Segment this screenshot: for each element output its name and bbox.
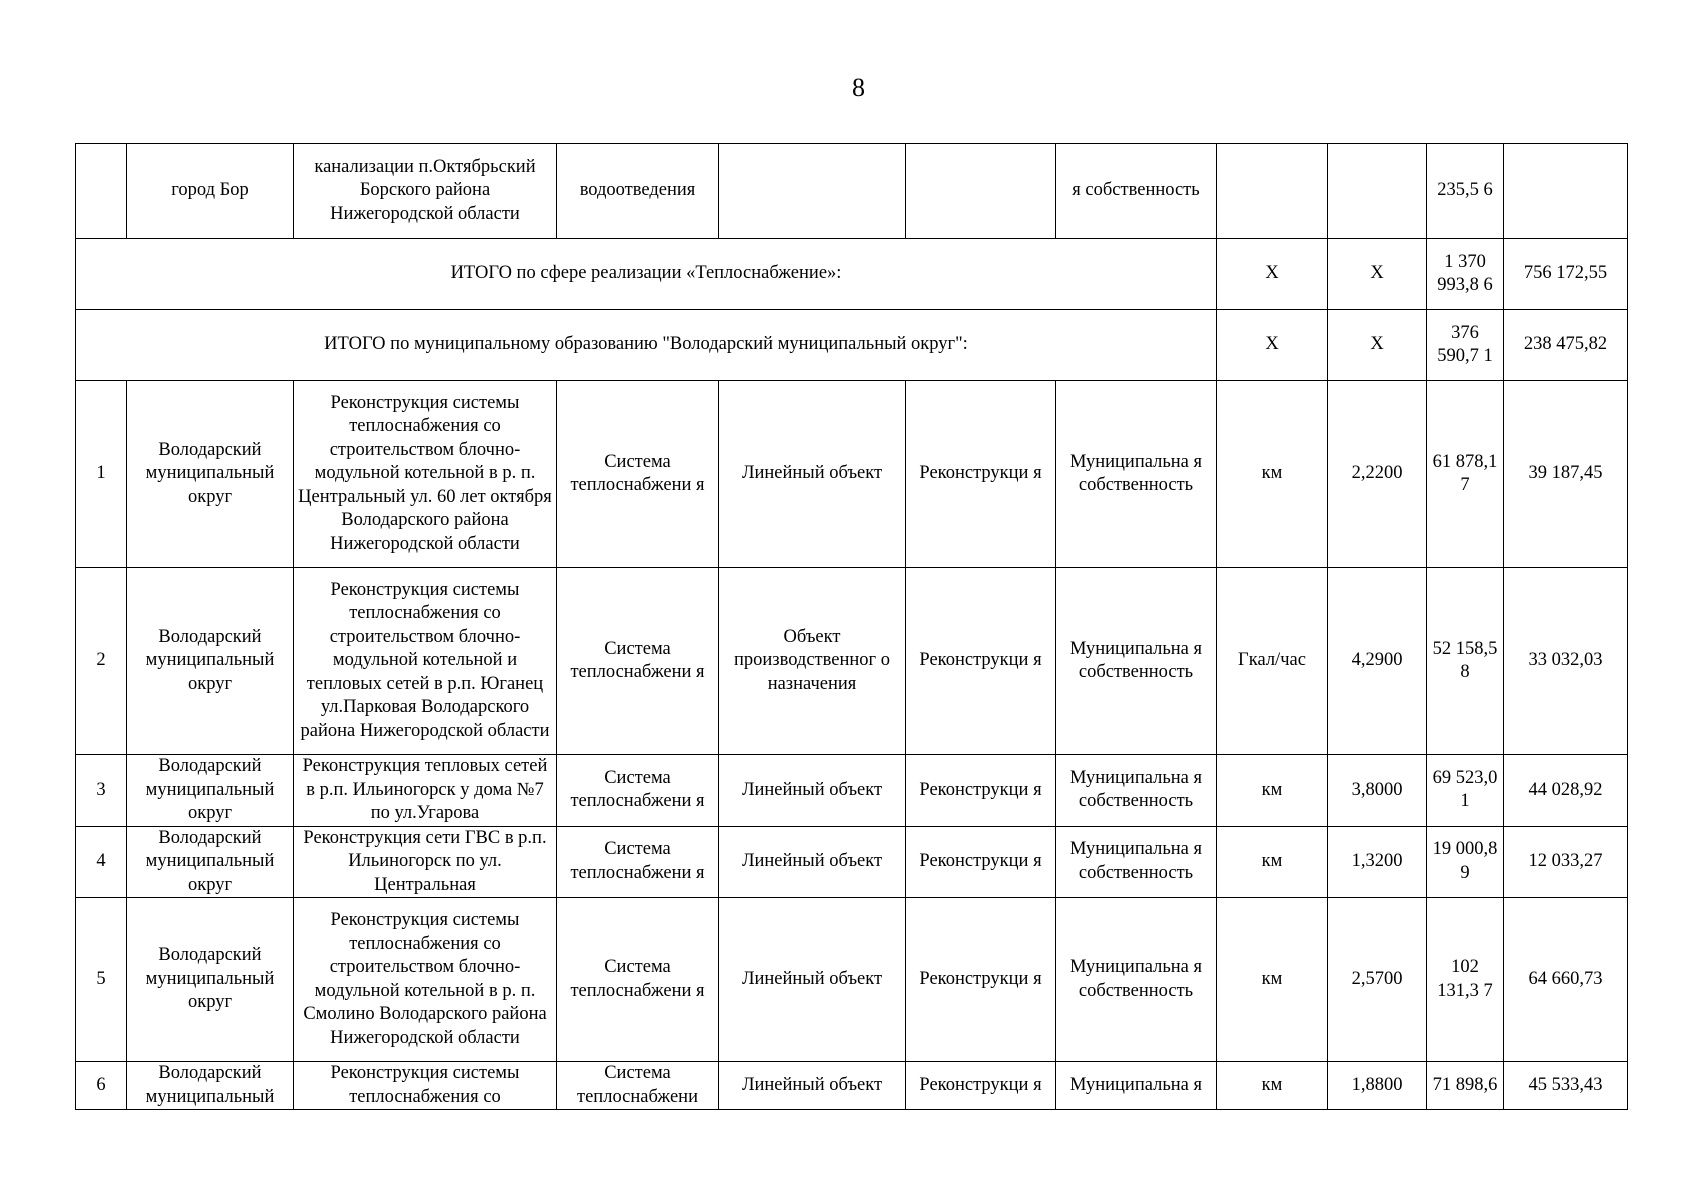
cell-num xyxy=(76,144,127,239)
table-row xyxy=(76,1062,1628,1110)
cell-cost-total: 71 898,6 xyxy=(1427,1062,1504,1110)
cell-unit: Гкал/час xyxy=(1217,568,1328,755)
cell-municipality: Володарский муниципальный округ xyxy=(127,898,294,1062)
table-row xyxy=(76,381,1628,568)
total-label: ИТОГО по сфере реализации «Теплоснабжение»: xyxy=(76,239,1217,310)
total-row-heat-supply xyxy=(76,239,1628,310)
cell-unit: км xyxy=(1217,755,1328,827)
total-unit: X xyxy=(1217,310,1328,381)
cell-municipality: Володарский муниципальный округ xyxy=(127,755,294,827)
cell-work-type: Реконструкци я xyxy=(906,1062,1056,1110)
cell-municipality: Володарский муниципальный округ xyxy=(127,826,294,898)
cell-cost-total: 19 000,8 9 xyxy=(1427,826,1504,898)
cell-ownership: Муниципальна я собственность xyxy=(1056,381,1217,568)
cell-cost-budget: 45 533,43 xyxy=(1504,1062,1628,1110)
cell-num: 5 xyxy=(76,898,127,1062)
cell-ownership: Муниципальна я собственность xyxy=(1056,755,1217,827)
table-row xyxy=(76,568,1628,755)
cell-municipality: город Бор xyxy=(127,144,294,239)
page-number: 8 xyxy=(852,73,865,102)
table-row-continued xyxy=(76,144,1628,239)
cell-cost-budget: 64 660,73 xyxy=(1504,898,1628,1062)
cell-capacity: 1,3200 xyxy=(1328,826,1427,898)
cell-object-type: Объект производственног о назначения xyxy=(719,568,906,755)
cell-cost-total: 52 158,5 8 xyxy=(1427,568,1504,755)
cell-num: 6 xyxy=(76,1062,127,1110)
cell-num: 1 xyxy=(76,381,127,568)
cell-work-type: Реконструкци я xyxy=(906,826,1056,898)
cell-cost-budget: 12 033,27 xyxy=(1504,826,1628,898)
cell-object-type: Линейный объект xyxy=(719,755,906,827)
cell-work-type: Реконструкци я xyxy=(906,898,1056,1062)
cell-capacity: 4,2900 xyxy=(1328,568,1427,755)
cell-unit: км xyxy=(1217,1062,1328,1110)
cell-system: Система теплоснабжени я xyxy=(557,381,719,568)
cell-ownership: Муниципальна я собственность xyxy=(1056,898,1217,1062)
cell-capacity: 2,5700 xyxy=(1328,898,1427,1062)
cell-name: Реконструкция системы теплоснабжения со строительством блочно-модульной котельной и тепловых сетей в р.п. Юганец ул.Парковая Володарского района Нижегородской области xyxy=(294,568,557,755)
cell-system: Система теплоснабжени xyxy=(557,1062,719,1110)
total-cost-total: 1 370 993,8 6 xyxy=(1427,239,1504,310)
cell-cost-total: 61 878,1 7 xyxy=(1427,381,1504,568)
cell-name: канализации п.Октябрьский Борского района Нижегородской области xyxy=(294,144,557,239)
cell-system: водоотведения xyxy=(557,144,719,239)
cell-capacity: 3,8000 xyxy=(1328,755,1427,827)
total-cost-budget: 756 172,55 xyxy=(1504,239,1628,310)
table-row xyxy=(76,755,1628,827)
cell-work-type xyxy=(906,144,1056,239)
total-cost-budget: 238 475,82 xyxy=(1504,310,1628,381)
cell-cost-budget: 44 028,92 xyxy=(1504,755,1628,827)
investment-table xyxy=(75,143,1628,1110)
cell-num: 2 xyxy=(76,568,127,755)
cell-object-type: Линейный объект xyxy=(719,1062,906,1110)
total-cost-total: 376 590,7 1 xyxy=(1427,310,1504,381)
cell-municipality: Володарский муниципальный xyxy=(127,1062,294,1110)
cell-object-type: Линейный объект xyxy=(719,381,906,568)
cell-ownership: Муниципальна я собственность xyxy=(1056,826,1217,898)
total-label: ИТОГО по муниципальному образованию "Володарский муниципальный округ": xyxy=(76,310,1217,381)
cell-work-type: Реконструкци я xyxy=(906,381,1056,568)
cell-ownership: Муниципальна я xyxy=(1056,1062,1217,1110)
cell-municipality: Володарский муниципальный округ xyxy=(127,568,294,755)
cell-capacity xyxy=(1328,144,1427,239)
cell-cost-budget xyxy=(1504,144,1628,239)
cell-cost-total: 102 131,3 7 xyxy=(1427,898,1504,1062)
total-capacity: X xyxy=(1328,310,1427,381)
cell-unit: км xyxy=(1217,826,1328,898)
cell-name: Реконструкция системы теплоснабжения со строительством блочно-модульной котельной в р. п. Центральный ул. 60 лет октября Володарского района Нижегородской области xyxy=(294,381,557,568)
cell-ownership: я собственность xyxy=(1056,144,1217,239)
cell-name: Реконструкция сети ГВС в р.п. Ильиногорск по ул. Центральная xyxy=(294,826,557,898)
cell-unit xyxy=(1217,144,1328,239)
cell-object-type xyxy=(719,144,906,239)
cell-system: Система теплоснабжени я xyxy=(557,568,719,755)
cell-work-type: Реконструкци я xyxy=(906,568,1056,755)
total-capacity: X xyxy=(1328,239,1427,310)
table-row xyxy=(76,826,1628,898)
cell-system: Система теплоснабжени я xyxy=(557,898,719,1062)
cell-name: Реконструкция тепловых сетей в р.п. Ильиногорск у дома №7 по ул.Угарова xyxy=(294,755,557,827)
cell-capacity: 2,2200 xyxy=(1328,381,1427,568)
total-unit: X xyxy=(1217,239,1328,310)
table-row xyxy=(76,898,1628,1062)
cell-cost-total: 69 523,0 1 xyxy=(1427,755,1504,827)
cell-num: 3 xyxy=(76,755,127,827)
cell-ownership: Муниципальна я собственность xyxy=(1056,568,1217,755)
cell-unit: км xyxy=(1217,898,1328,1062)
cell-system: Система теплоснабжени я xyxy=(557,826,719,898)
cell-num: 4 xyxy=(76,826,127,898)
cell-object-type: Линейный объект xyxy=(719,898,906,1062)
cell-name: Реконструкция системы теплоснабжения со строительством блочно-модульной котельной в р. п. Смолино Володарского района Нижегородской области xyxy=(294,898,557,1062)
cell-municipality: Володарский муниципальный округ xyxy=(127,381,294,568)
cell-name: Реконструкция системы теплоснабжения со xyxy=(294,1062,557,1110)
cell-system: Система теплоснабжени я xyxy=(557,755,719,827)
cell-unit: км xyxy=(1217,381,1328,568)
cell-object-type: Линейный объект xyxy=(719,826,906,898)
cell-cost-budget: 33 032,03 xyxy=(1504,568,1628,755)
cell-cost-total: 235,5 6 xyxy=(1427,144,1504,239)
cell-cost-budget: 39 187,45 xyxy=(1504,381,1628,568)
total-row-municipality xyxy=(76,310,1628,381)
cell-work-type: Реконструкци я xyxy=(906,755,1056,827)
cell-capacity: 1,8800 xyxy=(1328,1062,1427,1110)
